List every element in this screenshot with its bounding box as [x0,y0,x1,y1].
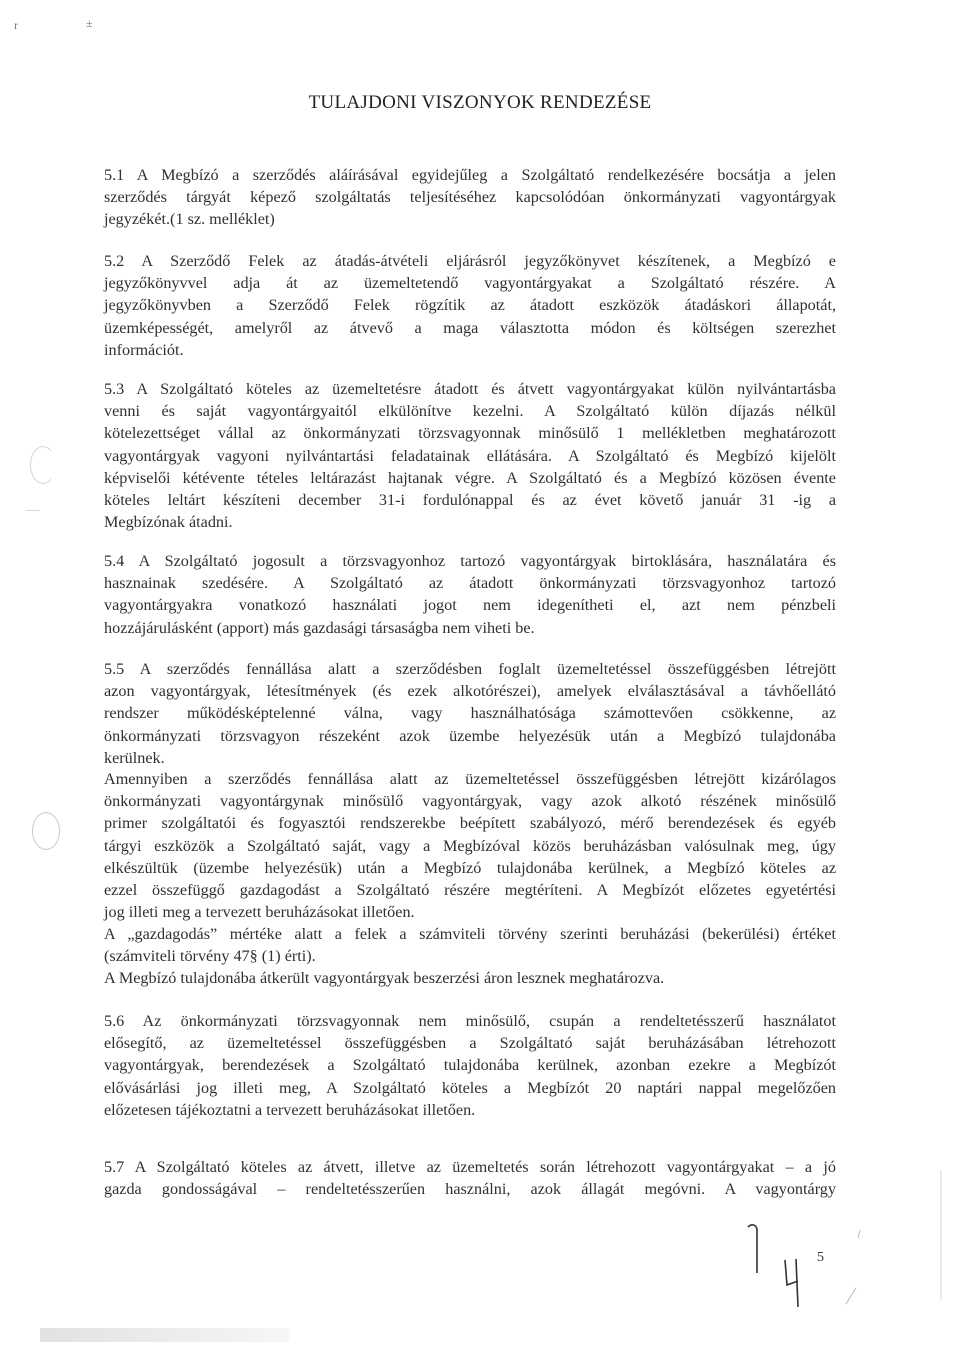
text-line: hozzájárulásként (apport) más gazdasági társaságba nem viheti be. [104,618,535,637]
text-line: 5.3 A Szolgáltató köteles az üzemeltetésre átadott és átvett vagyontárgyakat külön nyilvántartásba [104,380,836,398]
text-line: venni és saját vagyontárgyaitól elkülönítve kezelni. A Szolgáltató külön díjazás nélkül [104,402,836,421]
text-line: 5.6 Az önkormányzati törzsvagyonnak nem minősülő, csupán a rendeltetésszerű használatot [104,1012,836,1030]
corner-mark-right: ± [86,16,93,30]
text-line: köteles leltárt készíteni december 31-i fordulónappal és az évet követő január 31 -ig a [104,491,836,510]
text-line: önkormányzati vagyontárgynak minősülő vagyontárgyak, vagy azok alkotó részének minősülő [104,792,836,811]
text-line: üzemképességét, amelyről az átvevő a maga választotta módon és költségen szerezhet [104,318,836,337]
text-line: (számviteli törvény 47§ (1) érti). [104,947,316,966]
text-line: gazda gondosságával – rendeltetésszerűen használni, azok állagát megóvni. A vagyontárgy [104,1180,836,1199]
handwritten-initials-signature [730,1215,820,1310]
corner-mark-left: r [14,18,18,32]
text-line: előzetesen tájékoztatni a tervezett beruházásokat illetően. [104,1100,476,1119]
paragraph-5-1 [104,164,836,231]
text-line: 5.7 A Szolgáltató köteles az átvett, illetve az üzemeltetés során létrehozott vagyontárgyakat – a jó [104,1158,836,1176]
paragraph-amennyiben [104,768,836,923]
paragraph-gazdagodas [104,923,836,967]
text-line: primer szolgáltatói és fogyasztói rendszerekbe beépített szabályozó, mérő berendezések és egyéb [104,814,836,833]
text-line: azon vagyontárgyak, létesítmények (és ezek alkotórészei), amelyek elválasztásával a távhőellátó [104,682,836,701]
text-line: képviselői kétévente tételes leltárazást hajtanak végre. A Szolgáltató és a Megbízó közösen évente [104,468,836,487]
section-title: TULAJDONI VISZONYOK RENDEZÉSE [308,92,652,113]
scan-artifact [940,1170,942,1300]
text-line: jegyzékét.(1 sz. melléklet) [104,210,275,229]
scan-artifact [40,1328,290,1342]
text-line: elővásárlási jog illeti meg, A Szolgáltató köteles a Megbízót 20 naptári nappal megelőzően [104,1078,836,1097]
text-line: 5.1 A Megbízó a szerződés aláírásával egyidejűleg a Szolgáltató rendelkezésére bocsátja a jelen [104,166,836,184]
text-line: elkészültük (üzembe helyezésük) után a Megbízó tulajdonába kerülnek, a Megbízó köteles az [104,858,836,877]
text-line: 5.4 A Szolgáltató jogosult a törzsvagyonhoz tartozó vagyontárgyak birtoklására, használatára és [104,552,836,570]
paragraph-beszerzesi-ar [104,967,836,989]
scan-artifact [838,1228,868,1308]
punch-hole-mark [32,812,60,850]
text-line: Amennyiben a szerződés fennállása alatt az üzemeltetéssel összefüggésben létrejött kizárólagos [104,770,836,788]
paragraph-5-2 [104,250,836,361]
text-line: elősegítő, az üzemeltetéssel összefüggésben a Szolgáltató saját beruházásában létrehozott [104,1034,836,1053]
text-line: A „gazdagodás” mértéke alatt a felek a számviteli törvény szerinti beruházási (bekerülési) értéket [104,925,836,943]
paragraph-5-5 [104,658,836,769]
paragraph-5-4 [104,550,836,639]
text-line: Megbízónak átadni. [104,513,233,532]
text-line: rendszer működésképtelenné válna, vagy használhatósága számottevően csökkenne, az [104,704,836,723]
paragraph-5-6 [104,1010,836,1121]
text-line: információt. [104,340,184,359]
page-number: 5 [817,1250,824,1265]
text-line: jog illeti meg a tervezett beruházásokat illetően. [104,903,415,922]
text-line: vagyontárgyak vagyoni nyilvántartási feladatainak ellátására. A Szolgáltató és Megbízó kijelölt [104,446,836,465]
text-line: kerülnek. [104,748,165,767]
text-line: 5.2 A Szerződő Felek az átadás-átvételi eljárásról jegyzőkönyvet készítenek, a Megbízó e [104,252,836,270]
paragraph-5-3 [104,378,836,533]
punch-hole-mark [30,446,56,484]
paragraph-5-7 [104,1156,836,1200]
text-line: önkormányzati törzsvagyon részeként azok üzembe helyezésük után a Megbízó tulajdonába [104,726,836,745]
text-line: vagyontárgyakra vonatkozó használati jogot nem idegenítheti el, azt nem pénzbeli [104,596,836,615]
text-line: vagyontárgyak, berendezések a Szolgáltató tulajdonába kerülnek, azonban ezekre a Megbízót [104,1056,836,1075]
text-line: jegyzőkönyvvel adja át az üzemeltetendő vagyontárgyakat a Szolgáltató részére. A [104,274,836,293]
text-line: A Megbízó tulajdonába átkerült vagyontárgyak beszerzési áron lesznek meghatározva. [104,969,665,987]
text-line: hasznainak szedésére. A Szolgáltató az átadott önkormányzati törzsvagyonhoz tartozó [104,574,836,593]
scan-artifact [26,510,40,511]
text-line: kötelezettséget vállal az önkormányzati törzsvagyonnak minősülő 1 mellékletben meghatározott [104,424,836,443]
text-line: szerződés tárgyát képező szolgáltatás teljesítéséhez kapcsolódóan önkormányzati vagyontárgyak [104,188,836,207]
text-line: ezzel összefüggő gazdagodást a Szolgáltató részére megtéríteni. A Megbízót előzetes egyetértési [104,881,836,900]
text-line: 5.5 A szerződés fennállása alatt a szerződésben foglalt üzemeltetéssel összefüggésben létrejött [104,660,836,678]
text-line: jegyzőkönyvben a Szerződő Felek rögzítik az átadott eszközök átadáskori állapotát, [104,296,836,315]
text-line: tárgyi eszközök a Szolgáltató saját, vagy a Megbízóval közös beruházásban valósulnak meg, úgy [104,836,836,855]
